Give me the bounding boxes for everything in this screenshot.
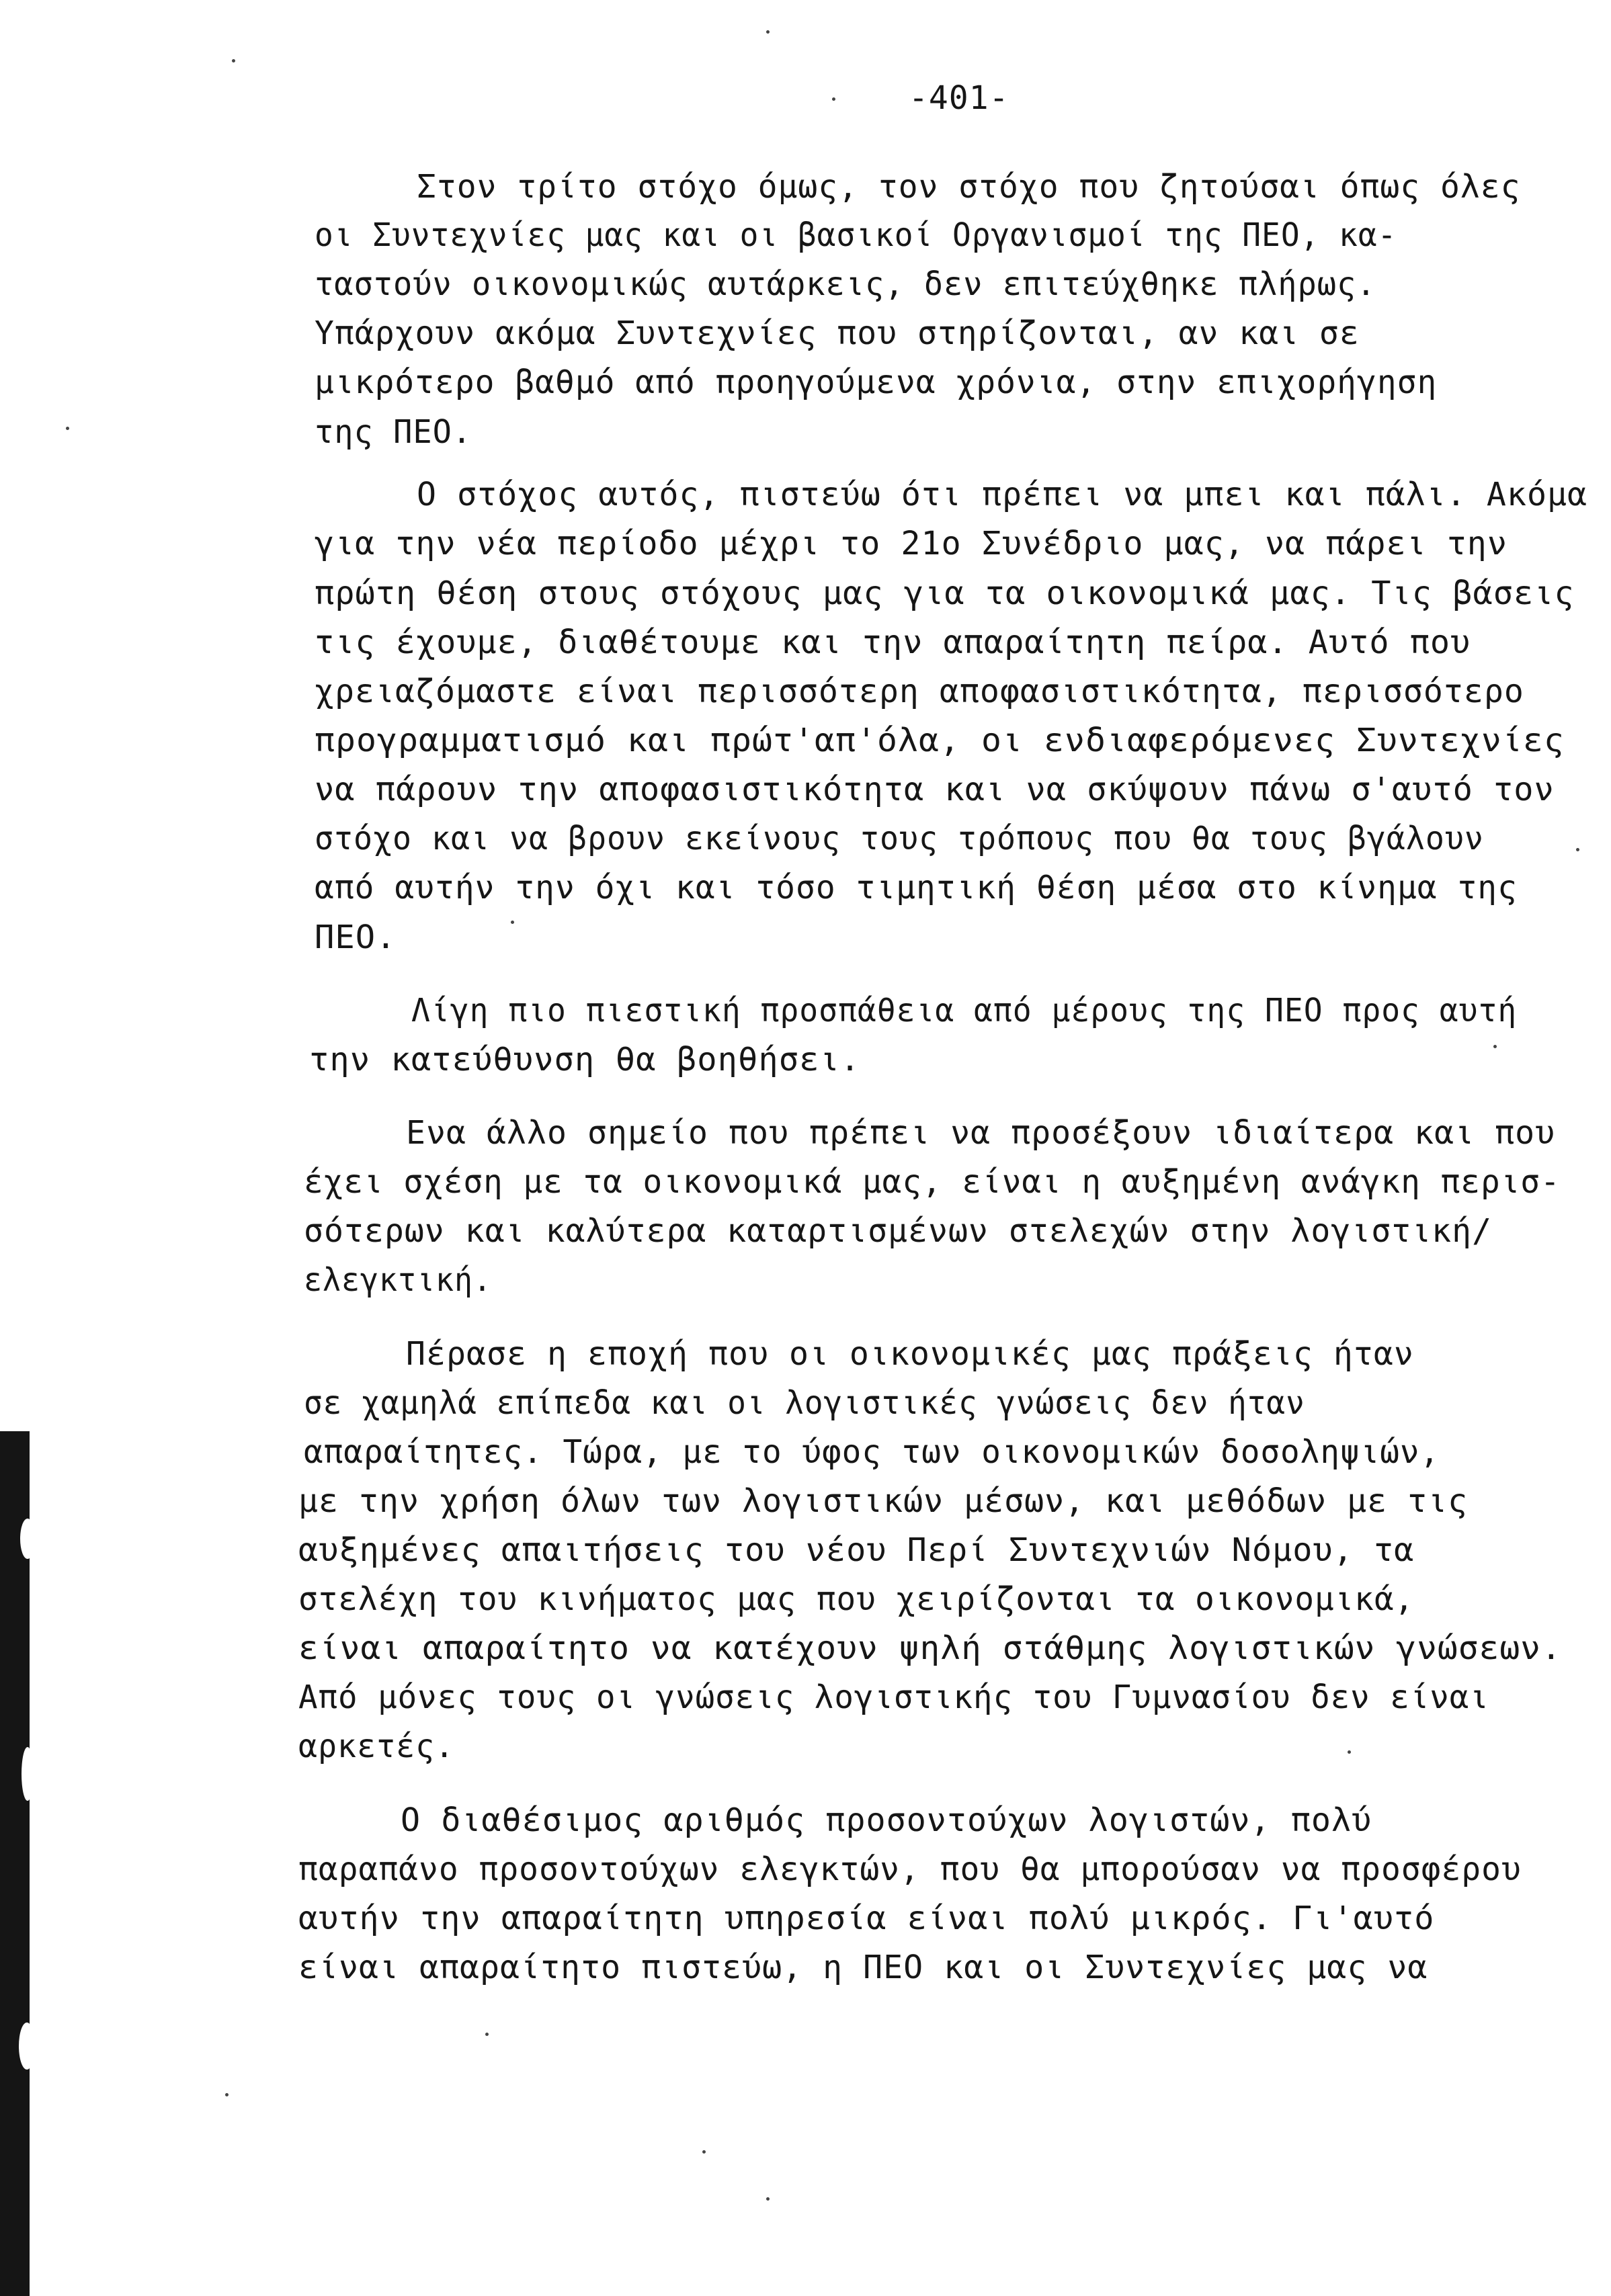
text-line: Λίγη πιο πιεστική προσπάθεια από μέρους της ΠΕΟ προς αυτή xyxy=(411,992,1518,1029)
text-line: στελέχη του κινήματος μας που χειρίζονται τα οικονομικά, xyxy=(298,1580,1415,1618)
scan-speck xyxy=(1348,1750,1351,1754)
scan-speck xyxy=(832,97,835,101)
text-line: ταστούν οικονομικώς αυτάρκεις, δεν επιτεύχθηκε πλήρως. xyxy=(315,265,1376,303)
scan-speck xyxy=(766,30,770,34)
text-line: να πάρουν την αποφασιστικότητα και να σκύψουν πάνω σ'αυτό τον xyxy=(315,771,1555,808)
text-line: είναι απαραίτητο πιστεύω, η ΠΕΟ και οι Συντεχνίες μας να xyxy=(298,1949,1428,1986)
text-line: της ΠΕΟ. xyxy=(315,413,472,451)
text-line: την κατεύθυνση θα βοηθήσει. xyxy=(309,1041,861,1078)
scan-speck xyxy=(225,2093,229,2096)
text-line: με την χρήση όλων των λογιστικών μέσων, και μεθόδων με τις xyxy=(298,1482,1469,1520)
text-line: απαραίτητες. Τώρα, με το ύφος των οικονομικών δοσοληψιών, xyxy=(304,1433,1440,1471)
text-line: Υπάρχουν ακόμα Συντεχνίες που στηρίζονται, αν και σε xyxy=(315,314,1360,352)
scan-edge-notch xyxy=(20,1519,35,1559)
text-line: Από μόνες τους οι γνώσεις λογιστικής του Γυμνασίου δεν είναι xyxy=(298,1678,1489,1716)
scan-speck xyxy=(232,59,235,62)
text-line: αρκετές. xyxy=(298,1728,455,1765)
text-line: ελεγκτική. xyxy=(304,1261,492,1299)
scan-edge-notch xyxy=(19,2023,35,2070)
text-line: στόχο και να βρουν εκείνους τους τρόπους που θα τους βγάλουν xyxy=(315,820,1484,857)
scan-edge-notch xyxy=(22,1747,34,1801)
text-line: αυξημένες απαιτήσεις του νέου Περί Συντεχνιών Νόμου, τα xyxy=(298,1531,1415,1569)
scan-speck xyxy=(485,2033,489,2036)
scan-speck xyxy=(511,921,514,924)
text-line: Ο στόχος αυτός, πιστεύω ότι πρέπει να μπει και πάλι. Ακόμα xyxy=(417,476,1588,513)
text-line: είναι απαραίτητο να κατέχουν ψηλή στάθμης λογιστικών γνώσεων. xyxy=(298,1629,1562,1667)
text-line: οι Συντεχνίες μας και οι βασικοί Οργανισμοί της ΠΕΟ, κα- xyxy=(315,216,1397,254)
page-number: -401- xyxy=(909,79,1009,117)
scan-edge-shadow xyxy=(0,1431,30,2296)
scan-speck xyxy=(1493,1045,1497,1048)
text-line: για την νέα περίοδο μέχρι το 21ο Συνέδριο μας, να πάρει την xyxy=(315,525,1507,562)
text-line: από αυτήν την όχι και τόσο τιμητική θέση μέσα στο κίνημα της xyxy=(315,869,1518,906)
text-line: σε χαμηλά επίπεδα και οι λογιστικές γνώσεις δεν ήταν xyxy=(304,1384,1305,1422)
text-line: σότερων και καλύτερα καταρτισμένων στελεχών στην λογιστική/ xyxy=(304,1212,1493,1250)
text-line: παραπάνο προσοντούχων ελεγκτών, που θα μπορούσαν να προσφέρου xyxy=(298,1851,1522,1888)
text-line: πρώτη θέση στους στόχους μας για τα οικονομικά μας. Τις βάσεις xyxy=(315,575,1575,612)
text-line: τις έχουμε, διαθέτουμε και την απαραίτητη πείρα. Αυτό που xyxy=(315,624,1471,661)
text-line: αυτήν την απαραίτητη υπηρεσία είναι πολύ μικρός. Γι'αυτό xyxy=(298,1900,1435,1937)
text-line: έχει σχέση με τα οικονομικά μας, είναι η αυξημένη ανάγκη περισ- xyxy=(304,1163,1561,1201)
text-line: μικρότερο βαθμό από προηγούμενα χρόνια, στην επιχορήγηση xyxy=(315,364,1438,401)
text-line: Στον τρίτο στόχο όμως, τον στόχο που ζητούσαι όπως όλες xyxy=(417,168,1521,206)
text-line: Ενα άλλο σημείο που πρέπει να προσέξουν ιδιαίτερα και που xyxy=(406,1114,1556,1152)
text-line: Πέρασε η εποχή που οι οικονομικές μας πράξεις ήταν xyxy=(406,1335,1414,1373)
scan-speck xyxy=(66,427,69,430)
scan-speck xyxy=(766,2197,770,2201)
text-line: χρειαζόμαστε είναι περισσότερη αποφασιστικότητα, περισσότερο xyxy=(315,673,1524,710)
text-line: προγραμματισμό και πρώτ'απ'όλα, οι ενδιαφερόμενες Συντεχνίες xyxy=(315,722,1565,759)
scan-speck xyxy=(1576,848,1579,851)
scan-speck xyxy=(702,2150,706,2154)
text-line: Ο διαθέσιμος αριθμός προσοντούχων λογιστών, πολύ xyxy=(401,1801,1372,1839)
text-line: ΠΕΟ. xyxy=(315,919,397,956)
